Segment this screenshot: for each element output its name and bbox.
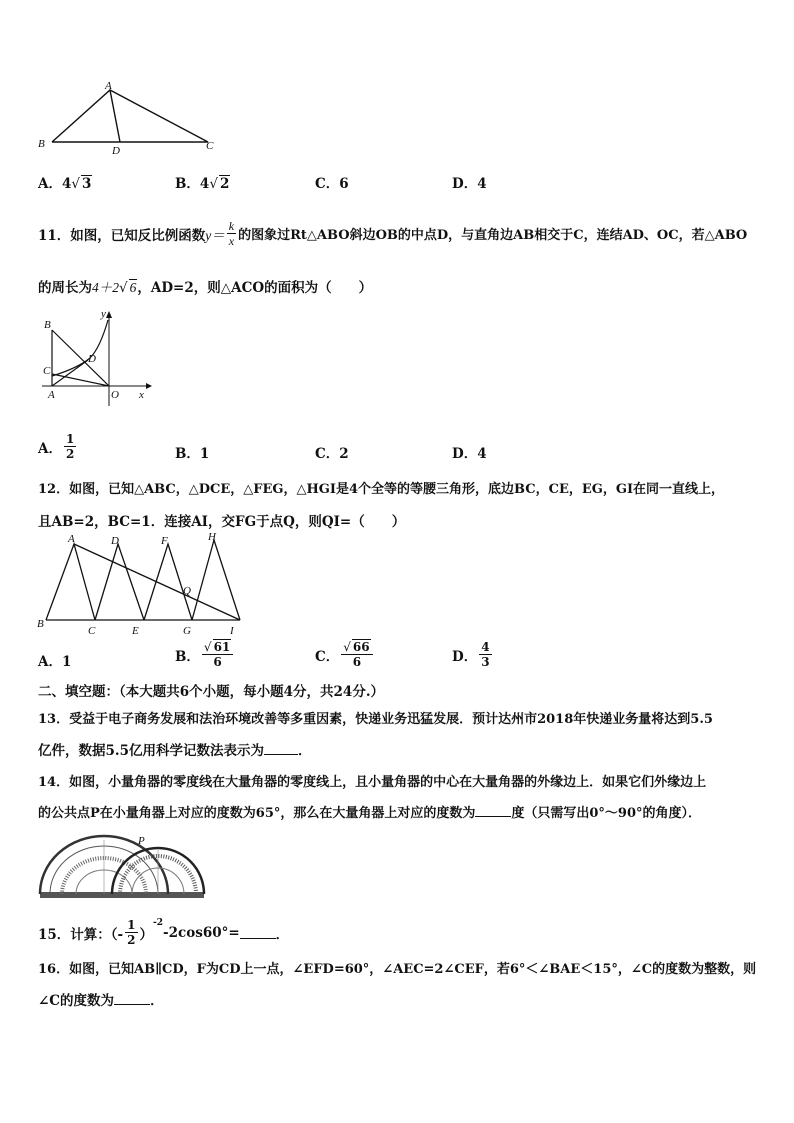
fig-label-y: y xyxy=(101,308,106,320)
q15-expression: 15．计算：（- $\frac{1}{2}$ ） $^{-2}$ -2cos60°= ． xyxy=(38,918,290,947)
q16-answer-blank[interactable] xyxy=(114,992,150,1005)
fig-label-B: B xyxy=(44,319,51,331)
q10-triangle-figure xyxy=(32,80,222,158)
q11-option-c: C．2 xyxy=(315,446,349,462)
q12-triangles-figure xyxy=(34,530,244,640)
q14-line-1: 14．如图，小量角器的零度线在大量角器的零度线上，且小量角器的中心在大量角器的外缘边上．如果它们外缘边上 xyxy=(38,775,707,790)
fig-label-D: D xyxy=(112,145,120,157)
fig-label-E: E xyxy=(132,625,139,637)
fig-label-D: D xyxy=(88,353,96,365)
fig-label-H: H xyxy=(208,531,216,543)
q12-option-c: C． $\frac{√ 66}{6}$ xyxy=(315,640,375,669)
fig-label-C: C xyxy=(43,365,51,377)
q12-line-2: 且AB=2，BC=1．连接AI，交FG于点Q，则QI=（ ） xyxy=(38,514,406,530)
q11-line-2: 的周长为4＋2√ 6，AD=2，则△ACO的面积为（ ） xyxy=(38,280,373,296)
q11-option-a: A． $\frac{1}{2}$ xyxy=(38,432,75,461)
q10-option-c: C．6 xyxy=(315,176,349,192)
q12-option-d: D． $\frac{4}{3}$ xyxy=(452,640,490,669)
section-2-heading: 二、填空题：（本大题共6个小题，每小题4分，共24分.） xyxy=(38,684,385,700)
q16-line-1: 16．如图，已知AB∥CD，F为CD上一点，∠EFD=60°，∠AEC=2∠CEF，若6°＜∠BAE＜15°，∠C的度数为整数，则 xyxy=(38,962,757,977)
q10-option-a: A．4√ 3 xyxy=(38,176,92,192)
fig-label-A: A xyxy=(48,389,55,401)
q12-line-1: 12．如图，已知△ABC，△DCE，△FEG，△HGI是4个全等的等腰三角形，底边BC，CE，EG，GI在同一直线上， xyxy=(38,482,725,497)
q12-option-a: A．1 xyxy=(38,654,72,670)
q14-line-2: 的公共点P在小量角器上对应的度数为65°，那么在大量角器上对应的度数为 度（只需写出0°～90°的角度）． xyxy=(38,806,702,821)
q10-option-b: B．4√ 2 xyxy=(175,176,230,192)
q13-answer-blank[interactable] xyxy=(264,742,298,755)
fig-label-F: F xyxy=(161,535,168,547)
fig-label-G: G xyxy=(183,625,191,637)
fig-label-B: B xyxy=(38,138,45,150)
q11-option-b: B．1 xyxy=(175,446,210,462)
q11-line-1: 11．如图，已知反比例函数 y＝ $\frac{k}{x}$ 的图象过Rt△ABO斜边OB的中点D，与直角边AB相交于C，连结AD、OC，若△ABO xyxy=(38,219,748,248)
q11-coordinate-figure xyxy=(38,308,156,408)
q12-option-b: B． $\frac{√ 61}{6}$ xyxy=(175,640,235,669)
q10-option-d: D．4 xyxy=(452,176,487,192)
q15-answer-blank[interactable] xyxy=(240,926,276,939)
fig-label-O: O xyxy=(111,389,119,401)
fig-label-C: C xyxy=(88,625,96,637)
fig-label-P: P xyxy=(138,835,145,847)
fig-label-C: C xyxy=(206,140,214,152)
q13-line-2: 亿件，数据5.5亿用科学记数法表示为 ． xyxy=(38,743,312,759)
q14-answer-blank[interactable] xyxy=(475,804,511,817)
fig-label-A: A xyxy=(105,80,112,92)
fig-label-x: x xyxy=(139,389,144,401)
fig-label-I: I xyxy=(230,625,234,637)
q16-line-2: ∠C的度数为 ． xyxy=(38,993,164,1009)
q13-line-1: 13．受益于电子商务发展和法治环境改善等多重因素，快递业务迅猛发展．预计达州市2018年快递业务量将达到5.5 xyxy=(38,712,713,727)
q11-option-d: D．4 xyxy=(452,446,487,462)
fig-label-A: A xyxy=(68,533,75,545)
fig-label-B: B xyxy=(37,618,44,630)
fig-label-Q: Q xyxy=(183,585,191,597)
fig-label-D: D xyxy=(111,535,119,547)
q14-protractors-figure xyxy=(36,832,208,900)
